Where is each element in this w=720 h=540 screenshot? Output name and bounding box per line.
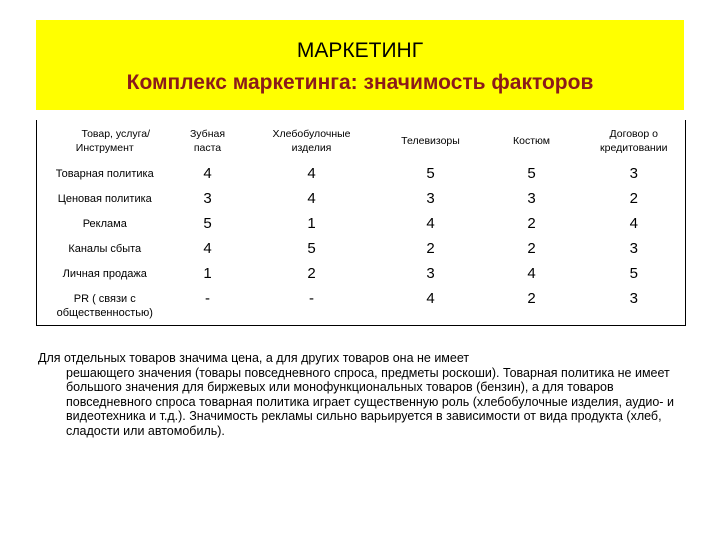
table-cell: 2 [527,240,536,257]
table-cell: 2 [527,290,536,307]
table-row [37,261,686,286]
row-label-line1: Каналы сбыта [68,242,142,255]
table-cell: 2 [307,265,316,282]
column-header-line1: Договор о [609,127,658,140]
column-header-line1: Костюм [513,134,550,147]
table-cell: 2 [426,240,435,257]
table-cell: 4 [426,290,435,307]
paragraph-rest: решающего значения (товары повседневного спроса, предметы роскоши). Товарная политика не имеет большого значения для биржевых или монофункциональных товаров (бензин), а для товаров повседневного спроса товарная политика играет существенную роль (хлебобулочные изделия, аудио- и видеотехника и т.д.). Значимость рекламы сильно варьируется в зависимости от вида продукта (хлеб, сладости или автомобиль). [66,365,674,438]
row-label-line1: Реклама [82,217,127,230]
column-header [173,120,243,161]
table-corner-header [37,120,173,161]
slide-subtitle: Комплекс маркетинга: значимость факторов [126,71,594,94]
title-banner [36,20,684,110]
slide-title: МАРКЕТИНГ [296,39,424,62]
table-cell: 5 [203,215,212,232]
column-header-line2: кредитовании [600,141,668,154]
table-cell: 3 [629,240,638,257]
column-header [481,120,583,161]
row-label [37,161,173,186]
table-cell: 5 [629,265,638,282]
table-cell: 4 [426,215,435,232]
table-row [37,286,686,326]
corner-label-line2: Инструмент [75,141,134,154]
factors-table [36,120,686,326]
table-cell: 4 [203,240,212,257]
table-row [37,161,686,186]
corner-label-line1: Товар, услуга/ [81,127,151,140]
row-label [37,211,173,236]
column-header-line1: Зубная [189,127,226,140]
row-label [37,286,173,326]
row-label-line1: Личная продажа [62,267,147,280]
table-row [37,211,686,236]
row-label [37,261,173,286]
table-row [37,186,686,211]
table-cell: - [205,290,210,307]
row-label-line1: Ценовая политика [57,192,152,205]
row-label-line2: общественностью) [56,306,153,319]
row-label-line1: Товарная политика [55,167,154,180]
column-header-line1: Телевизоры [401,134,460,147]
row-label [37,236,173,261]
table-cell: 3 [426,190,435,207]
table-cell: 3 [426,265,435,282]
table-cell: 2 [527,215,536,232]
table-cell: 3 [527,190,536,207]
table-cell: 3 [629,165,638,182]
column-header-line1: Хлебобулочные [272,127,351,140]
table-cell: 4 [629,215,638,232]
column-header-line2: изделия [291,141,332,154]
table-cell: 1 [307,215,316,232]
table-cell: 5 [307,240,316,257]
table-cell: 3 [203,190,212,207]
table-cell: 4 [527,265,536,282]
row-label-line1: PR ( связи с [73,292,136,305]
table-cell: 4 [203,165,212,182]
column-header-line2: паста [193,141,222,154]
column-header [243,120,381,161]
table-cell: 3 [629,290,638,307]
table-cell: 5 [426,165,435,182]
explanation-paragraph [38,351,678,438]
table-row [37,236,686,261]
paragraph-first-line: Для отдельных товаров значима цена, а для других товаров она не имеет [38,351,470,365]
table-cell: 1 [203,265,212,282]
table-cell: 4 [307,165,316,182]
table-cell: - [309,290,314,307]
table-header-row [37,120,686,161]
column-header [583,120,686,161]
table-cell: 5 [527,165,536,182]
column-header [381,120,481,161]
table-cell: 2 [629,190,638,207]
row-label [37,186,173,211]
table-cell: 4 [307,190,316,207]
